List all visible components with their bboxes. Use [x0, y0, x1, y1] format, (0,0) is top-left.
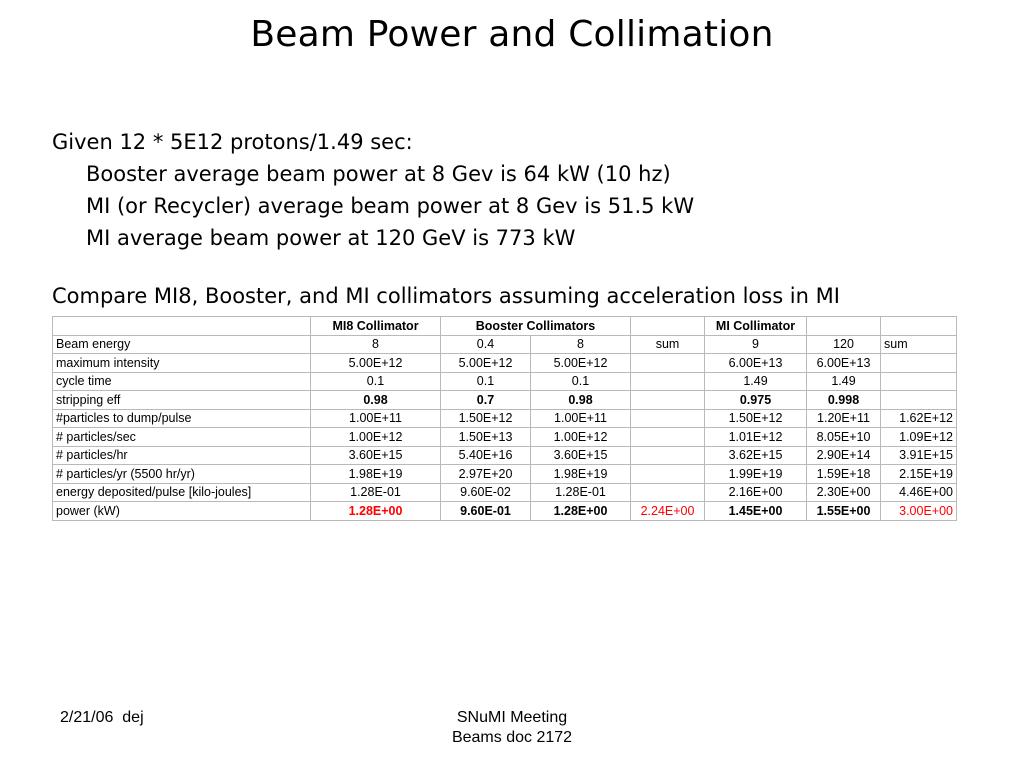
table-cell: 0.975 — [705, 391, 807, 410]
table-cell: 0.7 — [441, 391, 531, 410]
table-cell: 3.62E+15 — [705, 446, 807, 465]
row-label: stripping eff — [53, 391, 311, 410]
table-cell: 3.60E+15 — [531, 446, 631, 465]
table-cell: 3.60E+15 — [311, 446, 441, 465]
table-cell — [631, 391, 705, 410]
header-mi-collimator: MI Collimator — [705, 317, 807, 336]
row-label: power (kW) — [53, 502, 311, 521]
header-cell-blank — [53, 317, 311, 336]
table-cell — [631, 446, 705, 465]
footer-meeting-info — [412, 708, 612, 748]
table-cell: 1.62E+12 — [881, 409, 957, 428]
table-cell: 1.50E+12 — [441, 409, 531, 428]
table-cell: 5.00E+12 — [441, 354, 531, 373]
table-cell — [631, 483, 705, 502]
table-cell — [631, 409, 705, 428]
table-cell: 1.50E+12 — [705, 409, 807, 428]
table-cell: 8.05E+10 — [807, 428, 881, 447]
table-cell — [881, 354, 957, 373]
table-cell: 0.1 — [531, 372, 631, 391]
footer-doc: Beams doc 2172 — [451, 729, 573, 746]
table-cell: 1.00E+12 — [311, 428, 441, 447]
table-cell: 3.91E+15 — [881, 446, 957, 465]
table-cell: sum — [631, 335, 705, 354]
header-cell-blank — [631, 317, 705, 336]
table-cell — [881, 372, 957, 391]
table-cell: 2.90E+14 — [807, 446, 881, 465]
table-cell: sum — [881, 335, 957, 354]
table-cell: 0.1 — [311, 372, 441, 391]
table-cell — [631, 354, 705, 373]
row-label: cycle time — [53, 372, 311, 391]
table-cell: 2.24E+00 — [631, 502, 705, 521]
table-cell: 2.30E+00 — [807, 483, 881, 502]
row-label: # particles/sec — [53, 428, 311, 447]
table-row-power-kw — [53, 502, 957, 521]
table-cell: 6.00E+13 — [705, 354, 807, 373]
header-booster-collimators: Booster Collimators — [441, 317, 631, 336]
table-cell: 1.99E+19 — [705, 465, 807, 484]
table-cell: 0.4 — [441, 335, 531, 354]
row-label: Beam energy — [53, 335, 311, 354]
table-cell: 0.998 — [807, 391, 881, 410]
table-cell: 8 — [311, 335, 441, 354]
row-label: maximum intensity — [53, 354, 311, 373]
compare-statement: Compare MI8, Booster, and MI collimators assuming acceleration loss in MI — [52, 284, 840, 308]
table-row-particles-dump-pulse — [53, 409, 957, 428]
table-cell: 5.00E+12 — [531, 354, 631, 373]
row-label: #particles to dump/pulse — [53, 409, 311, 428]
slide-title: Beam Power and Collimation — [250, 14, 774, 55]
table-cell: 1.28E-01 — [531, 483, 631, 502]
table-cell: 1.09E+12 — [881, 428, 957, 447]
given-block — [52, 126, 694, 254]
table-cell: 9.60E-02 — [441, 483, 531, 502]
table-cell — [631, 428, 705, 447]
table-row-particles-sec — [53, 428, 957, 447]
table-cell — [881, 391, 957, 410]
table-cell: 1.28E+00 — [531, 502, 631, 521]
table-cell: 1.45E+00 — [705, 502, 807, 521]
given-line-booster: Booster average beam power at 8 Gev is 64 kW (10 hz) — [86, 162, 671, 186]
table-row-energy-deposited — [53, 483, 957, 502]
table-cell: 5.40E+16 — [441, 446, 531, 465]
table-cell: 0.98 — [531, 391, 631, 410]
given-line-mi-120: MI average beam power at 120 GeV is 773 kW — [86, 226, 576, 250]
row-label: energy deposited/pulse [kilo-joules] — [53, 483, 311, 502]
table-cell: 1.55E+00 — [807, 502, 881, 521]
table-cell: 1.98E+19 — [531, 465, 631, 484]
table-cell: 1.28E-01 — [311, 483, 441, 502]
table-cell: 9 — [705, 335, 807, 354]
table-header-row — [53, 317, 957, 336]
table-cell: 0.98 — [311, 391, 441, 410]
table-cell: 6.00E+13 — [807, 354, 881, 373]
table-cell: 9.60E-01 — [441, 502, 531, 521]
table-cell: 120 — [807, 335, 881, 354]
table-row-beam-energy — [53, 335, 957, 354]
table-cell: 1.00E+11 — [531, 409, 631, 428]
header-mi8-collimator: MI8 Collimator — [311, 317, 441, 336]
table-cell — [631, 465, 705, 484]
row-label: # particles/hr — [53, 446, 311, 465]
table-cell: 2.97E+20 — [441, 465, 531, 484]
table-cell: 1.98E+19 — [311, 465, 441, 484]
table-cell: 1.59E+18 — [807, 465, 881, 484]
table-cell: 8 — [531, 335, 631, 354]
table-row-maximum-intensity — [53, 354, 957, 373]
header-cell-blank — [807, 317, 881, 336]
table-cell: 2.15E+19 — [881, 465, 957, 484]
table-cell: 5.00E+12 — [311, 354, 441, 373]
footer-meeting: SNuMI Meeting — [456, 709, 568, 726]
table-cell: 4.46E+00 — [881, 483, 957, 502]
table-cell: 1.49 — [705, 372, 807, 391]
footer-date-author: 2/21/06 dej — [60, 709, 144, 726]
table-cell: 1.49 — [807, 372, 881, 391]
table-cell: 1.00E+11 — [311, 409, 441, 428]
table-row-particles-hr — [53, 446, 957, 465]
table-cell: 3.00E+00 — [881, 502, 957, 521]
table-cell: 1.00E+12 — [531, 428, 631, 447]
row-label: # particles/yr (5500 hr/yr) — [53, 465, 311, 484]
table-row-cycle-time — [53, 372, 957, 391]
collimation-table — [52, 316, 957, 521]
table-cell: 2.16E+00 — [705, 483, 807, 502]
table-cell — [631, 372, 705, 391]
table-cell: 1.28E+00 — [311, 502, 441, 521]
table-cell: 1.01E+12 — [705, 428, 807, 447]
table-row-stripping-eff — [53, 391, 957, 410]
table-cell: 1.50E+13 — [441, 428, 531, 447]
table-cell: 1.20E+11 — [807, 409, 881, 428]
given-line-mi-recycler: MI (or Recycler) average beam power at 8 Gev is 51.5 kW — [86, 194, 695, 218]
table-cell: 0.1 — [441, 372, 531, 391]
header-cell-blank — [881, 317, 957, 336]
given-intro: Given 12 * 5E12 protons/1.49 sec: — [52, 130, 413, 154]
table-row-particles-yr — [53, 465, 957, 484]
